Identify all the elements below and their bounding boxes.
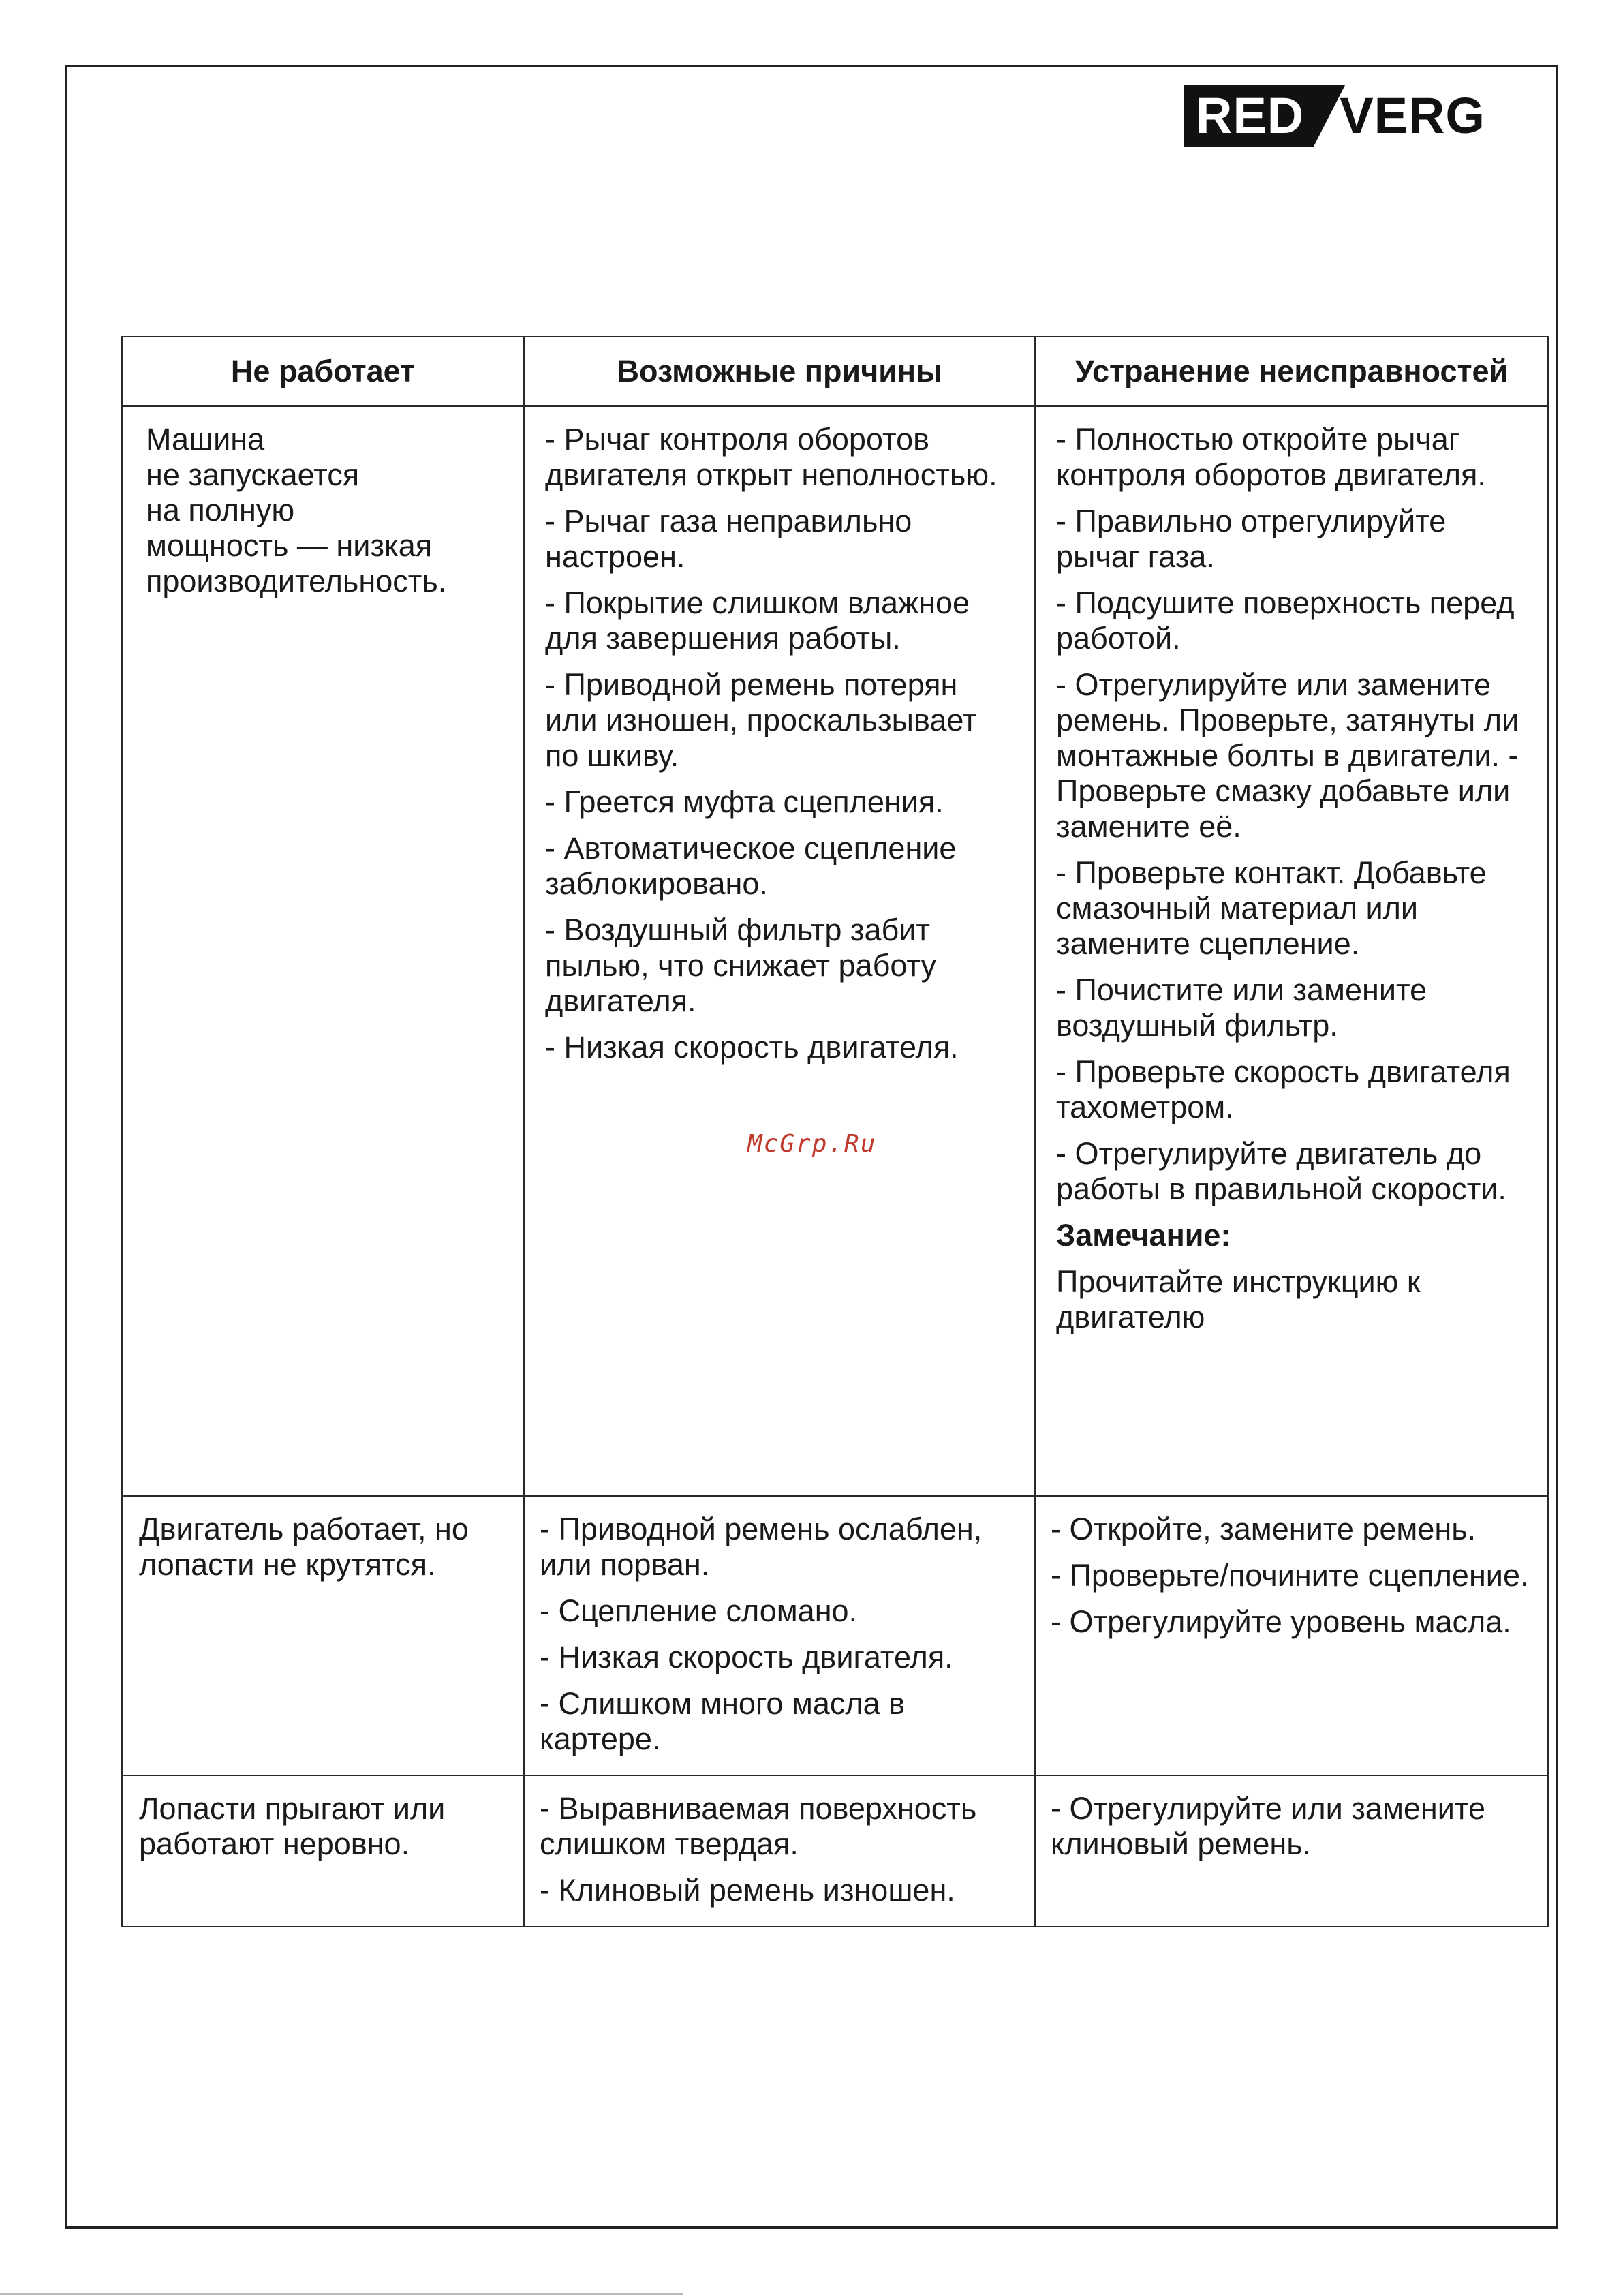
cause-item: - Низкая скорость двигателя.: [545, 1030, 959, 1065]
causes-cell: [524, 1496, 1035, 1775]
header-causes: Возможные причины: [524, 337, 1035, 406]
footer-divider: [0, 2293, 683, 2295]
cause-item: - Приводной ремень потерян или изношен, проскальзывает по шкиву.: [545, 667, 977, 773]
fix-item: - Проверьте контакт. Добавьте смазочный материал или замените сцепление.: [1056, 855, 1487, 961]
brand-logo: [1184, 85, 1485, 147]
header-problem: Не работает: [122, 337, 524, 406]
cause-item: - Автоматическое сцепление заблокировано.: [545, 831, 957, 901]
cause-item: - Слишком много масла в картере.: [540, 1686, 906, 1756]
header-fixes: Устранение неисправностей: [1035, 337, 1548, 406]
fix-item: - Полностью откройте рычаг контроля оборотов двигателя.: [1056, 422, 1486, 492]
cause-item: - Клиновый ремень изношен.: [540, 1873, 955, 1908]
fix-item: - Проверьте скорость двигателя тахометром.: [1056, 1054, 1511, 1124]
fixes-cell: [1035, 1775, 1548, 1927]
cause-item: - Выравниваемая поверхность слишком твердая.: [540, 1791, 977, 1861]
fix-item: - Почистите или замените воздушный фильтр.: [1056, 973, 1427, 1043]
watermark: McGrp.Ru: [747, 1130, 877, 1158]
logo-verg-part: VERG: [1340, 87, 1485, 144]
problem-cell: [122, 406, 524, 1496]
fix-item: - Подсушите поверхность перед работой.: [1056, 585, 1515, 656]
fix-item: - Откройте, замените ремень.: [1051, 1512, 1477, 1546]
fix-item: - Отрегулируйте уровень масла.: [1051, 1604, 1511, 1639]
table-row: [122, 406, 1548, 1496]
fix-item: - Отрегулируйте или замените ремень. Проверьте, затянуты ли монтажные болты в двигатели. - Проверьте смазку добавьте или замените её.: [1056, 667, 1519, 844]
fix-item: - Отрегулируйте двигатель до работы в правильной скорости.: [1056, 1136, 1506, 1206]
cause-item: - Низкая скорость двигателя.: [540, 1640, 953, 1674]
problem-text: Двигатель работает, но лопасти не крутятся.: [139, 1512, 469, 1582]
problem-text: Машина не запускается на полную мощность — низкая производительность.: [146, 422, 447, 598]
fix-item: - Отрегулируйте или замените клиновый ремень.: [1051, 1791, 1486, 1861]
cause-item: - Рычаг газа неправильно настроен.: [545, 504, 912, 574]
table-row: [122, 1496, 1548, 1775]
cause-item: - Приводной ремень ослаблен, или порван.: [540, 1512, 983, 1582]
cause-item: - Воздушный фильтр забит пылью, что снижает работу двигателя.: [545, 913, 936, 1018]
problem-cell: [122, 1775, 524, 1927]
fixes-cell: [1035, 406, 1548, 1496]
note-title: Замечание:: [1056, 1218, 1231, 1253]
cause-item: - Греется муфта сцепления.: [545, 784, 944, 819]
problem-text: Лопасти прыгают или работают неровно.: [139, 1791, 446, 1861]
fix-item: - Правильно отрегулируйте рычаг газа.: [1056, 504, 1447, 574]
table-row: [122, 1775, 1548, 1927]
fixes-cell: [1035, 1496, 1548, 1775]
logo-red-part: RED: [1184, 85, 1314, 147]
table-header-row: [122, 337, 1548, 406]
cause-item: - Рычаг контроля оборотов двигателя открыт неполностью.: [545, 422, 998, 492]
note-text: Прочитайте инструкцию к двигателю: [1056, 1264, 1421, 1334]
fix-item: - Проверьте/почините сцепление.: [1051, 1558, 1529, 1593]
cause-item: - Покрытие слишком влажное для завершения работы.: [545, 585, 970, 656]
causes-cell: [524, 406, 1035, 1496]
problem-cell: [122, 1496, 524, 1775]
cause-item: - Сцепление сломано.: [540, 1593, 858, 1628]
causes-cell: [524, 1775, 1035, 1927]
